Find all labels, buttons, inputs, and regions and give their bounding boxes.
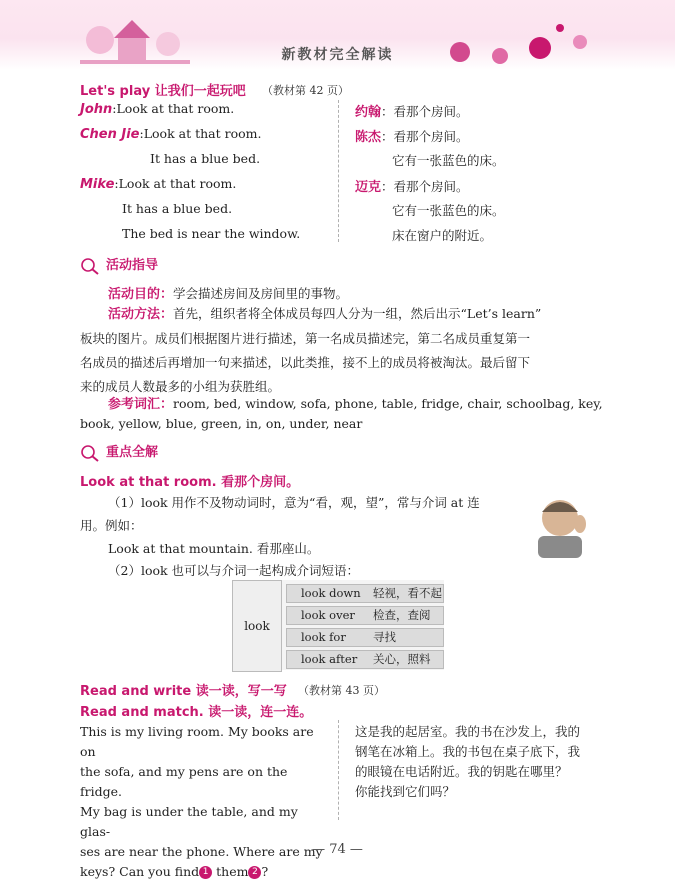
cn-speaker-name: 迈克 [355,180,382,195]
passage-line-cn: 的眼镜在电话附近。我的钥匙在哪里？ [355,764,568,779]
page-number: — 74 — [312,842,363,857]
vocab-label: 参考词汇： [108,397,174,412]
phrase-en: look for [301,630,346,644]
boy-illustration [520,490,598,558]
dialogue-en: Look at that room. [143,126,262,141]
method-line: 首先，组织者将全体成员每四人分为一组，然后出示“Let’s learn” [173,306,542,321]
speaker-name: Mike [80,177,115,192]
passage-line: This is my living room. My books are on [80,724,314,759]
phrase-row [286,628,444,647]
method-line: 名成员的描述后再增加一句来描述，以此类推，接不上的成员将被淘汰。最后留下 [80,355,531,370]
key-points-subtitle: Look at that room. 看那个房间。 [80,475,300,490]
dialogue-cn: 它有一张蓝色的床。 [392,153,505,168]
example-sentence: Look at that mountain. 看那座山。 [108,541,320,556]
point1-line: （1）look 用作不及物动词时，意为“看，观，望”，常与介词 at 连 [108,495,480,510]
note-marker: 1 [199,866,212,879]
phrase-cn: 轻视，看不起 [373,586,442,600]
activity-vocab [108,393,603,412]
page-header-title: 新教材完全解读 [281,47,394,63]
phrase-row [286,650,444,669]
passage-line [80,862,330,882]
key-points-heading-row [80,441,158,462]
phrase-cn: 检查，查阅 [373,608,431,622]
vocab-line: room, bed, window, sofa, phone, table, fridge, chair, schoolbag, key, [173,396,603,411]
cn-speaker-name: 陈杰 [355,130,382,145]
phrase-cn: 寻找 [373,630,396,644]
passage-line: the sofa, and my pens are on the fridge. [80,764,288,799]
dialogue-cn-line: 约翰：看那个房间。 [355,104,469,120]
passage-line-cn: 钢笔在冰箱上。我的书包在桌子底下，我 [355,744,581,759]
method-line: 板块的图片。成员们根据图片进行描述，第一名成员描述完，第二名成员重复第一 [80,331,531,346]
method-line: 来的成员人数最多的小组为获胜组。 [80,379,281,394]
activity-heading-row [80,254,158,275]
magnifier-icon [80,444,102,462]
magnifier-icon [80,257,102,275]
dialogue-line: Chen Jie:Look at that room. [80,126,262,142]
point1-line: 用。例如： [80,518,143,533]
dialogue-en: Look at that room. [116,101,235,116]
passage-line: My bag is under the table, and my glas- [80,804,298,839]
lets-play-title: Let's play 让我们一起玩吧 [80,84,246,99]
activity-purpose [108,283,348,302]
method-label: 活动方法： [108,307,174,322]
passage-line-cn: 你能找到它们吗？ [355,784,456,799]
passage-text: keys? Can you find [80,864,200,879]
phrase-cn: 关心，照料 [373,652,431,666]
key-points-heading: 重点全解 [105,445,158,460]
phrase-row [286,606,444,625]
reading-passage-cn [355,722,600,802]
dialogue-en: The bed is near the window. [122,226,301,241]
note-marker: 2 [248,866,261,879]
dialogue-cn: 它有一张蓝色的床。 [392,203,505,218]
column-divider [338,100,339,242]
purpose-label: 活动目的： [108,287,174,302]
dialogue-line: Mike:Look at that room. [80,176,237,192]
dialogue-en: It has a blue bed. [122,201,233,216]
read-write-title: Read and write 读一读，写一写 [80,684,287,699]
reading-passage-en [80,722,330,882]
phrase-en: look over [301,608,355,622]
read-match-subtitle: Read and match. 读一读，连一连。 [80,705,313,720]
activity-heading: 活动指导 [105,258,158,273]
dialogue-cn: 床在窗户的附近。 [392,228,493,243]
read-write-page-ref: （教材第 43 页） [298,684,385,697]
dialogue-cn: 看那个房间。 [393,179,469,194]
speaker-name: Chen Jie [80,127,140,142]
speaker-name: John [80,102,113,117]
phrase-en: look down [301,586,361,600]
dialogue-cn-line: 迈克：看那个房间。 [355,179,469,195]
dialogue-cn: 看那个房间。 [393,129,469,144]
phrase-en: look after [301,652,358,666]
column-divider [338,720,339,820]
activity-method [80,302,600,399]
passage-text: ? [261,864,269,879]
cn-speaker-name: 约翰 [355,105,382,120]
phrase-row [286,584,444,603]
point2-line: （2）look 也可以与介词一起构成介词短语： [108,563,360,578]
passage-line-cn: 这是我的起居室。我的书在沙发上，我的 [355,724,581,739]
purpose-text: 学会描述房间及房间里的事物。 [173,286,349,301]
vocab-line: book, yellow, blue, green, in, on, under, near [80,416,363,431]
passage-line: ses are near the phone. Where are my [80,844,323,859]
lets-play-page-ref: （教材第 42 页） [262,84,349,97]
dialogue-en: Look at that room. [118,176,237,191]
look-word-box: look [232,580,282,672]
dialogue-cn: 看那个房间。 [393,104,469,119]
passage-text: them [216,864,249,879]
dialogue-line: John:Look at that room. [80,101,235,117]
dialogue-en: It has a blue bed. [150,151,261,166]
dialogue-cn-line: 陈杰：看那个房间。 [355,129,469,145]
